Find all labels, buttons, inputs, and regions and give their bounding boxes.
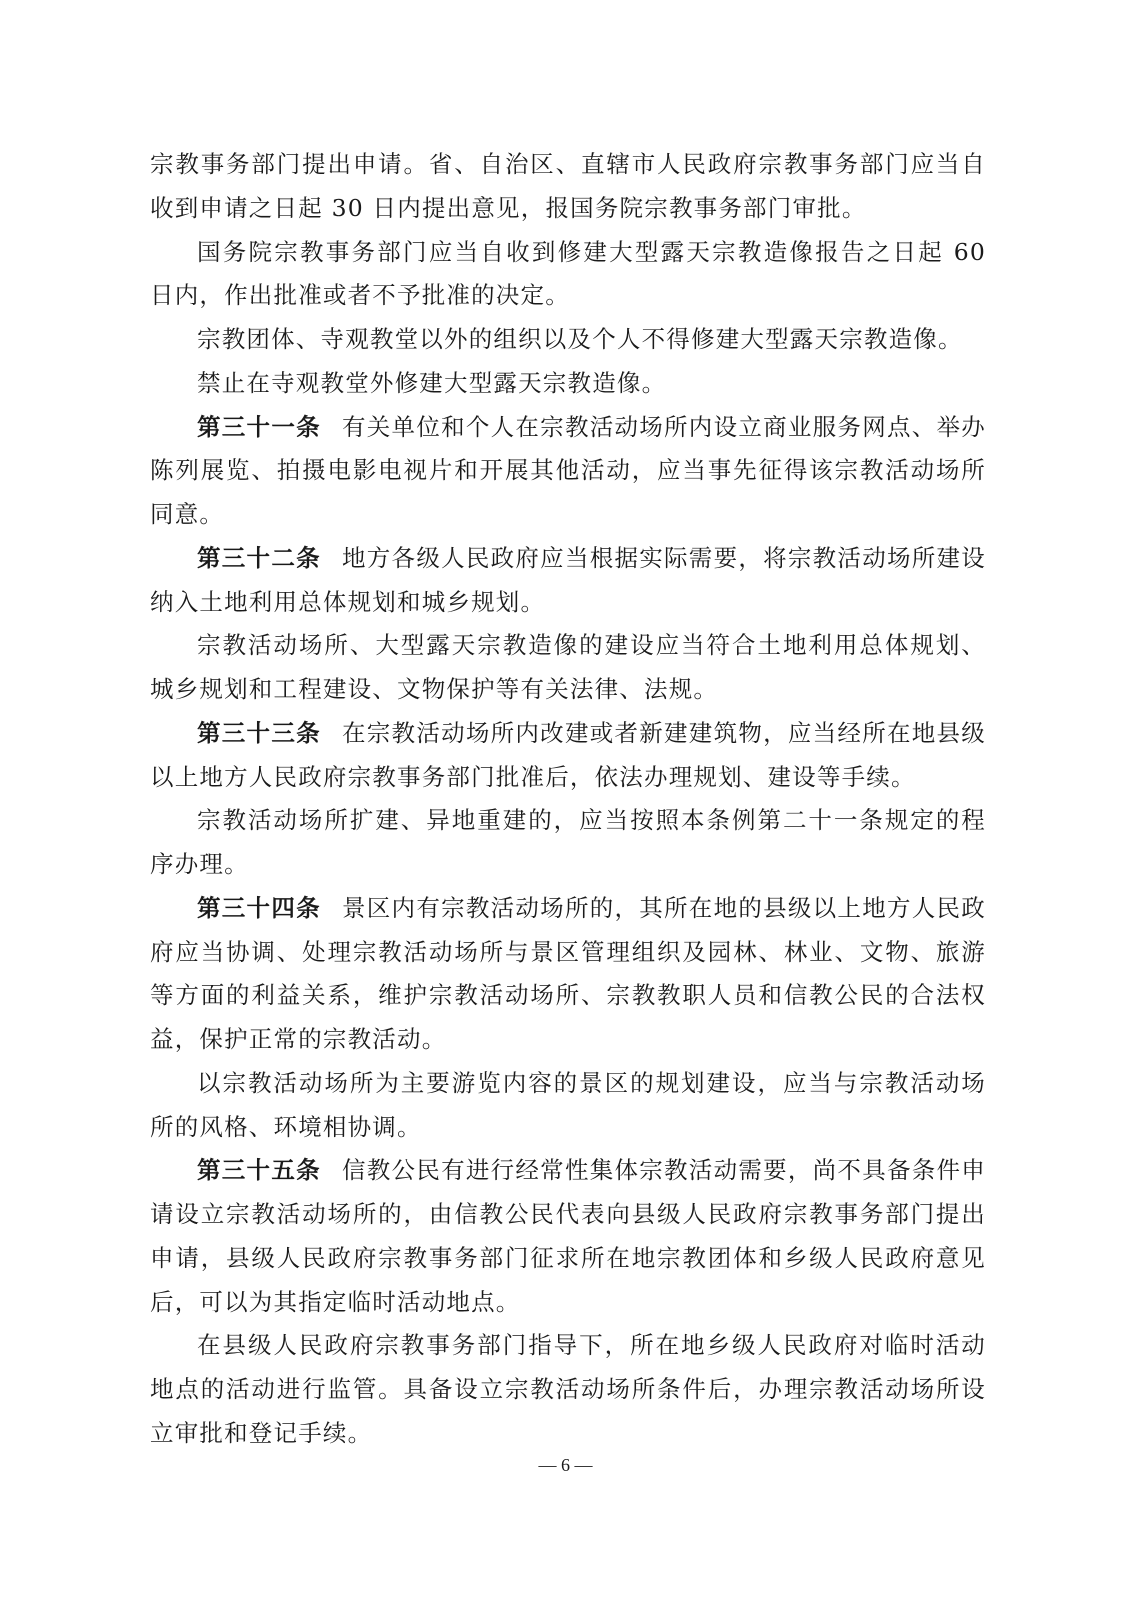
body-text	[150, 143, 986, 1456]
page-number: — 6 —	[538, 1455, 593, 1475]
paragraph: 宗教团体、寺观教堂以外的组织以及个人不得修建大型露天宗教造像。	[197, 325, 963, 353]
article-35: 第三十五条 信教公民有进行经常性集体宗教活动需要，尚不具备条件申请设立宗教活动场所的，由信教公民代表向县级人民政府宗教事务部门提出申请，县级人民政府宗教事务部门征求所在地宗教团体和乡级人民政府意见后，可以为其指定临时活动地点。	[150, 1156, 986, 1316]
article-32: 第三十二条 地方各级人民政府应当根据实际需要，将宗教活动场所建设纳入土地利用总体规划和城乡规划。	[150, 543, 986, 616]
article-number: 第三十三条	[197, 718, 321, 747]
paragraph: 宗教活动场所、大型露天宗教造像的建设应当符合土地利用总体规划、城乡规划和工程建设、文物保护等有关法律、法规。	[150, 631, 986, 703]
paragraph: 禁止在寺观教堂外修建大型露天宗教造像。	[197, 368, 667, 397]
article-33: 第三十三条 在宗教活动场所内改建或者新建建筑物，应当经所在地县级以上地方人民政府宗教事务部门批准后，依法办理规划、建设等手续。	[150, 718, 986, 791]
article-number: 第三十二条	[197, 543, 321, 572]
paragraph: 以宗教活动场所为主要游览内容的景区的规划建设，应当与宗教活动场所的风格、环境相协调。	[150, 1068, 986, 1141]
article-number: 第三十五条	[197, 1156, 321, 1185]
article-31: 第三十一条 有关单位和个人在宗教活动场所内设立商业服务网点、举办陈列展览、拍摄电影电视片和开展其他活动，应当事先征得该宗教活动场所同意。	[150, 412, 986, 528]
article-34: 第三十四条 景区内有宗教活动场所的，其所在地的县级以上地方人民政府应当协调、处理宗教活动场所与景区管理组织及园林、林业、文物、旅游等方面的利益关系，维护宗教活动场所、宗教教职人员和信教公民的合法权益，保护正常的宗教活动。	[150, 893, 986, 1053]
paragraph: 宗教活动场所扩建、异地重建的，应当按照本条例第二十一条规定的程序办理。	[150, 806, 986, 878]
paragraph: 国务院宗教事务部门应当自收到修建大型露天宗教造像报告之日起 60 日内，作出批准或者不予批准的决定。	[150, 237, 986, 310]
paragraph-continued: 宗教事务部门提出申请。省、自治区、直辖市人民政府宗教事务部门应当自收到申请之日起 30 日内提出意见，报国务院宗教事务部门审批。	[150, 150, 986, 222]
paragraph: 在县级人民政府宗教事务部门指导下，所在地乡级人民政府对临时活动地点的活动进行监管。具备设立宗教活动场所条件后，办理宗教活动场所设立审批和登记手续。	[150, 1331, 986, 1447]
article-number: 第三十一条	[197, 412, 321, 441]
article-number: 第三十四条	[197, 893, 321, 922]
